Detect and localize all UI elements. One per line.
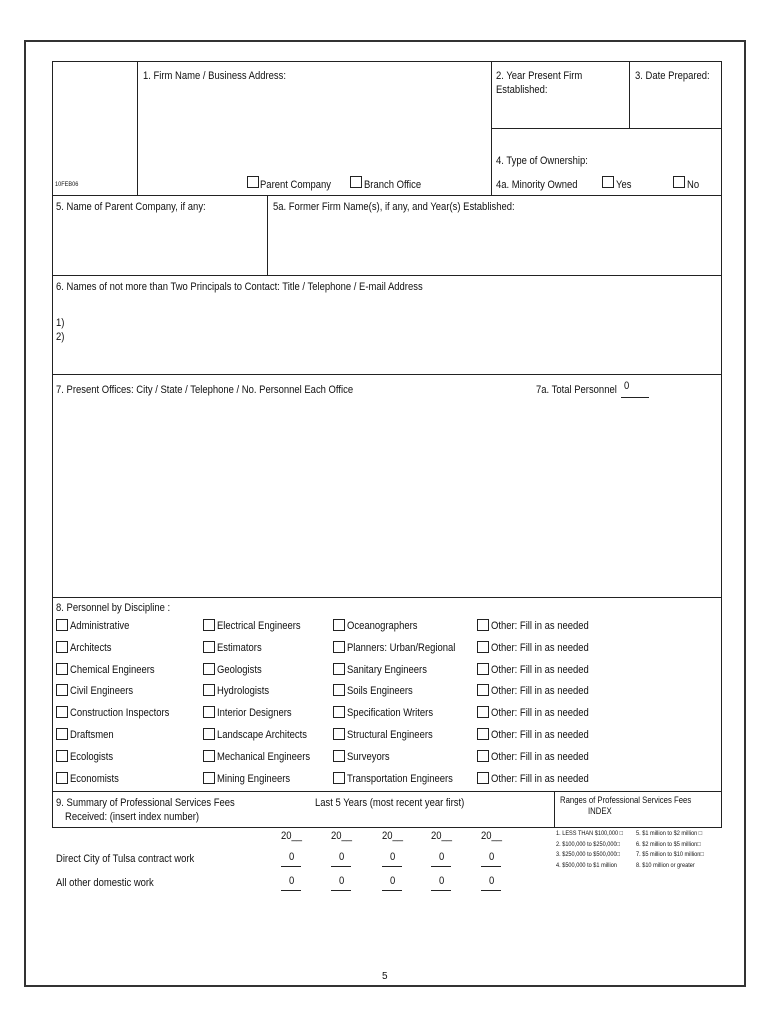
discipline-label: Structural Engineers xyxy=(347,729,433,741)
page-border-bottom xyxy=(24,985,746,987)
discipline-label: Other: Fill in as needed xyxy=(491,685,589,697)
fees-summary-subtitle: Received: (insert index number) xyxy=(65,811,200,823)
discipline-label: Other: Fill in as needed xyxy=(491,707,589,719)
fees-value[interactable]: 0 xyxy=(439,875,445,887)
fees-value[interactable]: 0 xyxy=(390,875,396,887)
discipline-label: Other: Fill in as needed xyxy=(491,729,589,741)
fees-value[interactable]: 0 xyxy=(339,851,345,863)
discipline-checkbox[interactable] xyxy=(56,728,68,740)
minority-no-checkbox[interactable] xyxy=(673,176,685,188)
page-border-left xyxy=(24,40,26,986)
total-personnel-value[interactable]: 0 xyxy=(624,380,630,392)
range-item: 2. $100,000 to $250,000□ xyxy=(556,840,621,848)
fees-row-label-0: Direct City of Tulsa contract work xyxy=(56,853,195,865)
discipline-label: Specification Writers xyxy=(347,707,434,719)
discipline-checkbox[interactable] xyxy=(203,619,215,631)
parent-company-label: Parent Company xyxy=(260,179,331,191)
principal-2-label: 2) xyxy=(56,331,65,343)
discipline-checkbox[interactable] xyxy=(333,772,345,784)
fees-row-label-1: All other domestic work xyxy=(56,877,154,889)
discipline-checkbox[interactable] xyxy=(203,750,215,762)
discipline-label: Economists xyxy=(70,773,119,785)
discipline-label: Mining Engineers xyxy=(217,773,291,785)
discipline-checkbox[interactable] xyxy=(333,684,345,696)
discipline-label: Planners: Urban/Regional xyxy=(347,642,456,654)
page-number: 5 xyxy=(382,971,388,982)
fees-value-underline xyxy=(382,890,402,891)
discipline-label: Geologists xyxy=(217,664,262,676)
discipline-checkbox[interactable] xyxy=(333,663,345,675)
discipline-checkbox[interactable] xyxy=(203,641,215,653)
fees-value[interactable]: 0 xyxy=(289,875,295,887)
present-offices-label: 7. Present Offices: City / State / Telephone / No. Personnel Each Office xyxy=(56,384,354,396)
fees-value[interactable]: 0 xyxy=(489,875,495,887)
principal-1-label: 1) xyxy=(56,317,65,329)
discipline-checkbox[interactable] xyxy=(333,728,345,740)
discipline-checkbox[interactable] xyxy=(56,619,68,631)
discipline-label: Other: Fill in as needed xyxy=(491,773,589,785)
ownership-type-label: 4. Type of Ownership: xyxy=(496,155,588,167)
discipline-label: Other: Fill in as needed xyxy=(491,642,589,654)
branch-office-label: Branch Office xyxy=(364,179,422,191)
page-border-top xyxy=(24,40,746,42)
discipline-label: Other: Fill in as needed xyxy=(491,664,589,676)
total-personnel-label: 7a. Total Personnel xyxy=(536,384,617,396)
discipline-checkbox[interactable] xyxy=(477,728,489,740)
fees-value-underline xyxy=(481,890,501,891)
minority-yes-checkbox[interactable] xyxy=(602,176,614,188)
parent-company-name-label: 5. Name of Parent Company, if any: xyxy=(56,201,206,213)
range-item: 4. $500,000 to $1 million xyxy=(556,861,617,869)
principals-label: 6. Names of not more than Two Principals to Contact: Title / Telephone / E-mail Address xyxy=(56,281,423,293)
discipline-label: Chemical Engineers xyxy=(70,664,155,676)
fees-year-header: 20__ xyxy=(431,830,453,842)
discipline-label: Other: Fill in as needed xyxy=(491,751,589,763)
discipline-checkbox[interactable] xyxy=(477,684,489,696)
ranges-index: INDEX xyxy=(588,806,612,816)
discipline-checkbox[interactable] xyxy=(477,772,489,784)
discipline-checkbox[interactable] xyxy=(56,772,68,784)
fees-value[interactable]: 0 xyxy=(289,851,295,863)
discipline-label: Construction Inspectors xyxy=(70,707,170,719)
date-prepared-label: 3. Date Prepared: xyxy=(635,70,710,82)
former-firm-names-label: 5a. Former Firm Name(s), if any, and Year(s) Established: xyxy=(273,201,515,213)
parent-company-checkbox[interactable] xyxy=(247,176,259,188)
discipline-checkbox[interactable] xyxy=(333,750,345,762)
range-item: 3. $250,000 to $500,000□ xyxy=(556,851,621,858)
range-item: 1. LESS THAN $100,000 □ xyxy=(556,830,623,837)
discipline-checkbox[interactable] xyxy=(56,706,68,718)
fees-value-underline xyxy=(382,866,402,867)
discipline-label: Transportation Engineers xyxy=(347,773,453,785)
branch-office-checkbox[interactable] xyxy=(350,176,362,188)
discipline-checkbox[interactable] xyxy=(56,663,68,675)
discipline-label: Landscape Architects xyxy=(217,729,307,741)
discipline-label: Administrative xyxy=(70,620,130,632)
minority-owned-label: 4a. Minority Owned xyxy=(496,179,578,191)
firm-name-label: 1. Firm Name / Business Address: xyxy=(143,70,287,82)
fees-value[interactable]: 0 xyxy=(339,875,345,887)
discipline-label: Surveyors xyxy=(347,751,390,763)
range-item: 7. $5 million to $10 million□ xyxy=(636,851,704,858)
discipline-checkbox[interactable] xyxy=(203,772,215,784)
page-border-right xyxy=(744,40,746,986)
discipline-label: Electrical Engineers xyxy=(217,620,301,632)
year-established-label-2: Established: xyxy=(496,84,548,96)
discipline-checkbox[interactable] xyxy=(477,641,489,653)
minority-yes-label: Yes xyxy=(616,179,632,191)
year-established-label: 2. Year Present Firm xyxy=(496,70,583,82)
discipline-checkbox[interactable] xyxy=(477,706,489,718)
discipline-label: Mechanical Engineers xyxy=(217,751,311,763)
discipline-label: Estimators xyxy=(217,642,262,654)
years-label: Last 5 Years (most recent year first) xyxy=(315,797,465,809)
fees-value-underline xyxy=(281,890,301,891)
discipline-checkbox[interactable] xyxy=(477,663,489,675)
discipline-label: Ecologists xyxy=(70,751,114,763)
discipline-checkbox[interactable] xyxy=(203,684,215,696)
firm-qualification-form xyxy=(52,61,722,889)
fees-value[interactable]: 0 xyxy=(439,851,445,863)
form-code: 10FEB06 xyxy=(55,181,79,188)
fees-year-header: 20__ xyxy=(331,830,353,842)
discipline-label: Hydrologists xyxy=(217,685,270,697)
discipline-checkbox[interactable] xyxy=(333,641,345,653)
discipline-checkbox[interactable] xyxy=(56,684,68,696)
ranges-title: Ranges of Professional Services Fees xyxy=(560,795,692,805)
fees-value-underline xyxy=(281,866,301,867)
fees-value-underline xyxy=(431,866,451,867)
discipline-checkbox[interactable] xyxy=(203,663,215,675)
discipline-checkbox[interactable] xyxy=(203,728,215,740)
fees-value-underline xyxy=(481,866,501,867)
discipline-checkbox[interactable] xyxy=(477,619,489,631)
fees-value-underline xyxy=(331,866,351,867)
range-item: 5. $1 million to $2 million □ xyxy=(636,830,703,837)
discipline-checkbox[interactable] xyxy=(333,619,345,631)
discipline-label: Interior Designers xyxy=(217,707,292,719)
discipline-label: Draftsmen xyxy=(70,729,114,741)
fees-value-underline xyxy=(431,890,451,891)
discipline-checkbox[interactable] xyxy=(56,641,68,653)
fees-year-header: 20__ xyxy=(382,830,404,842)
fees-year-header: 20__ xyxy=(281,830,303,842)
fees-year-header: 20__ xyxy=(481,830,503,842)
fees-value[interactable]: 0 xyxy=(390,851,396,863)
discipline-label: Sanitary Engineers xyxy=(347,664,427,676)
discipline-title: 8. Personnel by Discipline : xyxy=(56,602,171,614)
range-item: 8. $10 million or greater xyxy=(636,861,695,869)
range-item: 6. $2 million to $5 million□ xyxy=(636,840,701,848)
fees-value[interactable]: 0 xyxy=(489,851,495,863)
discipline-label: Other: Fill in as needed xyxy=(491,620,589,632)
discipline-checkbox[interactable] xyxy=(477,750,489,762)
discipline-label: Architects xyxy=(70,642,112,654)
discipline-checkbox[interactable] xyxy=(333,706,345,718)
discipline-checkbox[interactable] xyxy=(203,706,215,718)
fees-summary-title: 9. Summary of Professional Services Fees xyxy=(56,797,235,809)
discipline-label: Civil Engineers xyxy=(70,685,134,697)
discipline-checkbox[interactable] xyxy=(56,750,68,762)
minority-no-label: No xyxy=(687,179,700,191)
discipline-label: Soils Engineers xyxy=(347,685,413,697)
fees-value-underline xyxy=(331,890,351,891)
discipline-label: Oceanographers xyxy=(347,620,418,632)
